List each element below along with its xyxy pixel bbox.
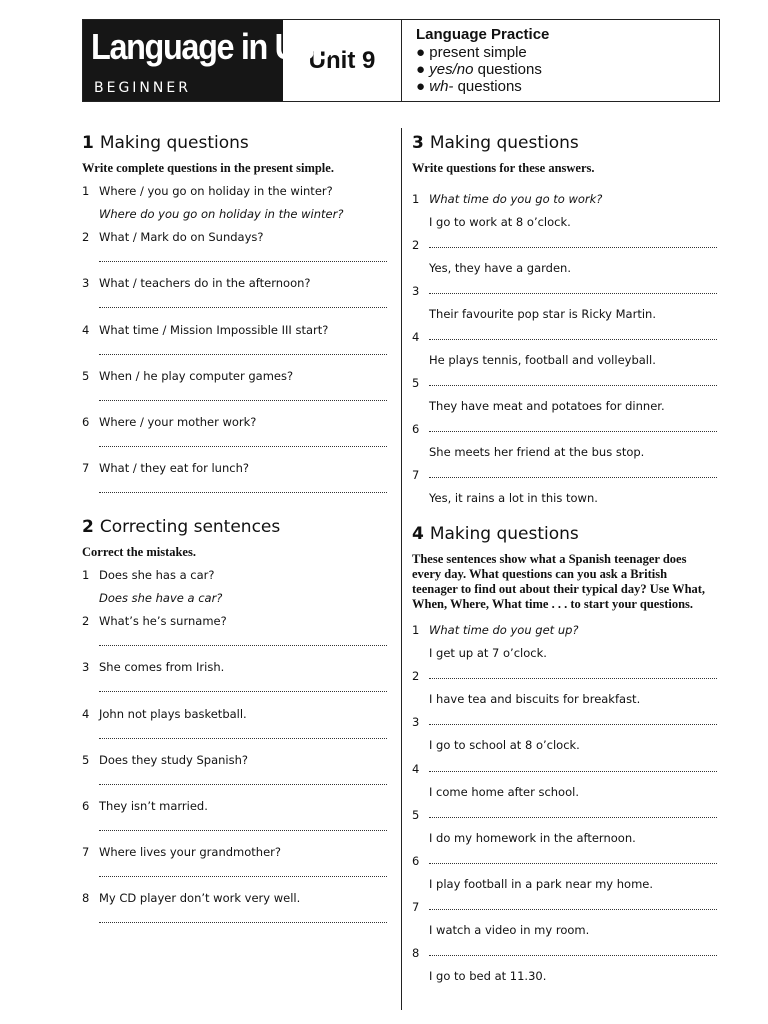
question-number: 6 — [412, 854, 420, 868]
question-item — [412, 284, 722, 324]
question-line[interactable] — [429, 724, 717, 725]
question-item — [82, 230, 392, 270]
given-answer: I go to bed at 11.30. — [429, 969, 547, 984]
answer-line[interactable] — [99, 830, 387, 831]
question-number: 3 — [412, 284, 420, 298]
question-line[interactable] — [429, 678, 717, 679]
answer-line[interactable] — [99, 400, 387, 401]
question-prompt: What’s he’s surname? — [99, 614, 227, 629]
given-answer: I play football in a park near my home. — [429, 877, 654, 891]
question-number: 7 — [412, 468, 420, 482]
practice-item-italic: yes/no — [429, 61, 474, 78]
question-prompt: They isn’t married. — [99, 799, 208, 813]
practice-item-text: questions — [453, 78, 522, 95]
question-item — [82, 660, 392, 700]
practice-item-text: questions — [473, 61, 542, 78]
question-number: 5 — [412, 807, 420, 822]
question-item — [82, 614, 392, 654]
question-item — [82, 891, 392, 931]
question-number: 8 — [82, 891, 90, 906]
question-item — [412, 946, 722, 986]
question-line[interactable] — [429, 247, 717, 248]
question-number: 7 — [82, 461, 90, 476]
question-number: 1 — [82, 184, 90, 198]
question-item — [412, 468, 722, 508]
given-answer: Yes, they have a garden. — [429, 261, 571, 275]
question-item — [82, 753, 392, 793]
question-prompt: Where / you go on holiday in the winter? — [99, 184, 333, 198]
question-line[interactable] — [429, 909, 717, 910]
practice-item: ● wh- questions — [416, 78, 522, 95]
column-divider — [401, 128, 402, 1010]
worksheet-header — [82, 19, 720, 102]
question-item — [412, 669, 722, 709]
question-number: 7 — [412, 900, 420, 915]
question-item — [412, 623, 722, 663]
question-number: 5 — [82, 752, 90, 767]
question-number: 3 — [412, 715, 420, 730]
practice-item-text: present simple — [429, 44, 527, 61]
answer-line[interactable] — [99, 261, 387, 262]
answer-line[interactable] — [99, 784, 387, 785]
given-answer: He plays tennis, football and volleyball. — [429, 353, 656, 367]
question-number: 4 — [412, 761, 420, 776]
question-prompt: What / Mark do on Sundays? — [99, 230, 264, 245]
given-answer: I go to work at 8 o’clock. — [429, 215, 571, 229]
question-number: 5 — [82, 368, 90, 383]
answer-line[interactable] — [99, 691, 387, 692]
question-line[interactable] — [429, 863, 717, 864]
section-3-heading — [412, 133, 579, 153]
question-number: 2 — [82, 230, 90, 245]
question-number: 4 — [82, 322, 90, 337]
answer-line[interactable] — [99, 922, 387, 923]
question-number: 1 — [82, 568, 90, 582]
logo-subtitle: BEGINNER — [94, 80, 191, 96]
section-2-instruction: Correct the mistakes. — [82, 545, 196, 559]
given-answer: I have tea and biscuits for breakfast. — [429, 692, 641, 707]
section-number: 3 — [412, 133, 424, 153]
question-item — [82, 568, 392, 608]
question-line[interactable] — [429, 293, 717, 294]
answer-line[interactable] — [99, 307, 387, 308]
question-number: 5 — [412, 376, 420, 390]
practice-item: ● yes/no questions — [416, 61, 542, 78]
question-number: 8 — [412, 946, 420, 961]
section-title: Making questions — [429, 133, 579, 153]
question-number: 6 — [82, 799, 90, 813]
example-question: What time do you get up? — [429, 623, 579, 637]
answer-line[interactable] — [99, 446, 387, 447]
question-line[interactable] — [429, 955, 717, 956]
given-answer: I get up at 7 o’clock. — [429, 646, 547, 660]
question-number: 1 — [412, 623, 420, 637]
question-line[interactable] — [429, 385, 717, 386]
section-1-heading — [82, 133, 249, 153]
given-answer: I do my homework in the afternoon. — [429, 830, 636, 845]
question-item — [82, 845, 392, 885]
question-line[interactable] — [429, 771, 717, 772]
given-answer: I watch a video in my room. — [429, 923, 590, 938]
section-title: Correcting sentences — [99, 517, 281, 537]
given-answer: They have meat and potatoes for dinner. — [429, 399, 665, 413]
answer-line[interactable] — [99, 354, 387, 355]
answer-line[interactable] — [99, 738, 387, 739]
question-item — [82, 369, 392, 409]
example-question: What time do you go to work? — [429, 192, 603, 206]
question-item — [412, 330, 722, 370]
question-number: 4 — [412, 330, 420, 344]
given-answer: I go to school at 8 o’clock. — [429, 738, 580, 753]
question-item — [82, 707, 392, 747]
question-number: 2 — [412, 238, 420, 252]
answer-line[interactable] — [99, 492, 387, 493]
section-1-instruction: Write complete questions in the present simple. — [82, 161, 334, 175]
given-answer: Their favourite pop star is Ricky Martin. — [429, 307, 656, 321]
question-prompt: What / they eat for lunch? — [99, 461, 249, 476]
question-prompt: What time / Mission Impossible III start? — [99, 322, 329, 337]
question-item — [412, 192, 722, 232]
question-item — [412, 422, 722, 462]
language-practice-box — [402, 20, 719, 101]
question-item — [412, 900, 722, 940]
language-practice-title: Language Practice — [416, 26, 550, 43]
practice-item: ● present simple — [416, 44, 527, 61]
question-number: 1 — [412, 192, 420, 206]
instruction-line: When, Where, What time . . . to start your questions. — [412, 597, 694, 611]
question-item — [82, 415, 392, 455]
section-4-heading — [412, 524, 579, 544]
question-item — [82, 461, 392, 501]
example-answer: Where do you go on holiday in the winter? — [99, 207, 344, 221]
given-answer: She meets her friend at the bus stop. — [429, 445, 645, 459]
question-prompt: What / teachers do in the afternoon? — [99, 276, 311, 291]
section-title: Making questions — [429, 524, 579, 544]
question-item — [412, 238, 722, 278]
instruction-line: teenager to find out about their typical day? Use What, — [412, 582, 706, 596]
question-item — [82, 323, 392, 363]
book-logo — [83, 20, 331, 101]
question-prompt: Where / your mother work? — [99, 415, 257, 429]
question-prompt: When / he play computer games? — [99, 368, 294, 383]
section-3-instruction: Write questions for these answers. — [412, 161, 595, 175]
practice-item-italic: wh- — [429, 78, 454, 95]
answer-line[interactable] — [99, 876, 387, 877]
section-2-heading — [82, 517, 280, 537]
instruction-line: every day. What questions can you ask a British — [412, 567, 668, 581]
question-prompt: She comes from Irish. — [99, 660, 225, 675]
question-line[interactable] — [429, 339, 717, 340]
example-answer: Does she have a car? — [99, 591, 223, 605]
question-item — [412, 854, 722, 894]
question-line[interactable] — [429, 431, 717, 432]
instruction-line: These sentences show what a Spanish teenager does — [412, 552, 687, 566]
question-number: 6 — [82, 415, 90, 429]
question-number: 4 — [82, 706, 90, 721]
question-item — [412, 808, 722, 848]
question-item — [412, 715, 722, 755]
question-item — [82, 184, 392, 224]
question-prompt: My CD player don’t work very well. — [99, 891, 301, 906]
question-prompt: Does they study Spanish? — [99, 752, 249, 767]
question-item — [82, 799, 392, 839]
question-prompt: Does she has a car? — [99, 568, 215, 582]
question-line[interactable] — [429, 817, 717, 818]
question-number: 2 — [412, 669, 420, 684]
question-prompt: John not plays basketball. — [99, 706, 247, 721]
unit-label: Unit 9 — [283, 20, 402, 101]
question-number: 2 — [82, 614, 90, 629]
section-title: Making questions — [99, 133, 249, 153]
section-number: 2 — [82, 517, 94, 537]
section-4-instruction — [412, 552, 722, 612]
question-line[interactable] — [429, 477, 717, 478]
question-number: 7 — [82, 845, 90, 860]
logo-title: Language in Use — [91, 26, 331, 67]
question-item — [82, 276, 392, 316]
question-prompt: Where lives your grandmother? — [99, 845, 281, 860]
answer-line[interactable] — [99, 645, 387, 646]
section-number: 4 — [412, 524, 424, 544]
question-number: 6 — [412, 422, 420, 436]
question-number: 3 — [82, 276, 90, 291]
section-number: 1 — [82, 133, 94, 153]
given-answer: I come home after school. — [429, 784, 579, 799]
question-number: 3 — [82, 660, 90, 675]
given-answer: Yes, it rains a lot in this town. — [429, 491, 598, 505]
question-item — [412, 376, 722, 416]
question-item — [412, 762, 722, 802]
